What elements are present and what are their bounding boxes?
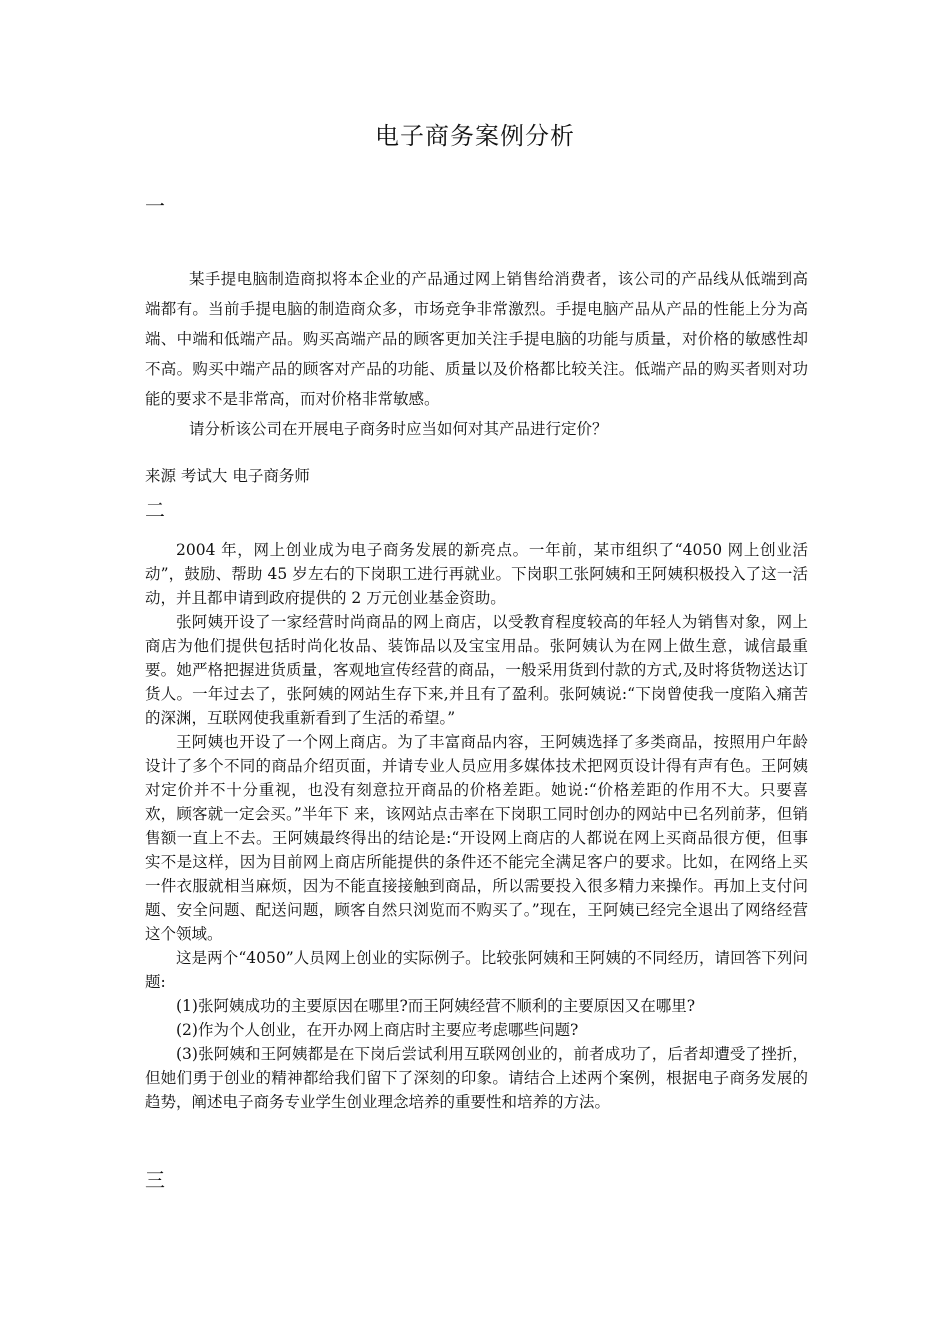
section-2-paragraph-3: 王阿姨也开设了一个网上商店。为了丰富商品内容，王阿姨选择了多类商品，按照用户年龄设计了多个不同的商品介绍页面，并请专业人员应用多媒体技术把网页设计得有声有色。王阿姨对定价并不十分重视，也没有刻意拉开商品的价格差距。她说:“价格差距的作用不大。只要喜欢，顾客就一定会买。”半年下 来，该网站点击率在下岗职工同时创办的网站中已名列前茅，但销售额一直上不去。王阿姨最终得出的结论是:“开设网上商店的人都说在网上买商品很方便，但事 实不是这样，因为目前网上商店所能提供的条件还不能完全满足客户的要求。比如，在网络上买一件衣服就相当麻烦，因为不能直接接触到商品，所以需要投入很多精力来操作。再加上支付问题、安全问题、配送问题，顾客自然只浏览而不购买了。”现在，王阿姨已经完全退出了网络经营这个领域。 <box>145 733 808 943</box>
section-1-body <box>145 264 808 444</box>
source-line: 来源 考试大 电子商务师 <box>145 467 310 485</box>
question-1: (1)张阿姨成功的主要原因在哪里?而王阿姨经营不顺利的主要原因又在哪里? <box>176 997 696 1015</box>
section-marker-3: 三 <box>145 1168 165 1192</box>
section-2-paragraph-4: 这是两个“4050”人员网上创业的实际例子。比较张阿姨和王阿姨的不同经历，请回答下列问题: <box>145 949 808 991</box>
section-1-paragraph-1: 某手提电脑制造商拟将本企业的产品通过网上销售给消费者，该公司的产品线从低端到高端都有。当前手提电脑的制造商众多，市场竞争非常激烈。手提电脑产品从产品的性能上分为高端、中端和低端产品。购买高端产品的顾客更加关注手提电脑的功能与质量，对价格的敏感性却不高。购买中端产品的顾客对产品的功能、质量以及价格都比较关注。低端产品的购买者则对功能的要求不是非常高，而对价格非常敏感。 <box>145 270 808 408</box>
question-2: (2)作为个人创业，在开办网上商店时主要应考虑哪些问题? <box>176 1021 579 1039</box>
document-title: 电子商务案例分析 <box>375 122 575 150</box>
section-marker-2: 二 <box>145 498 165 522</box>
section-1-paragraph-2: 请分析该公司在开展电子商务时应当如何对其产品进行定价？ <box>189 420 608 438</box>
question-3: (3)张阿姨和王阿姨都是在下岗后尝试利用互联网创业的，前者成功了，后者却遭受了挫折，但她们勇于创业的精神都给我们留下了深刻的印象。请结合上述两个案例，根据电子商务发展的趋势，阐述电子商务专业学生创业理念培养的重要性和培养的方法。 <box>145 1045 808 1111</box>
section-2-paragraph-1: 2004 年，网上创业成为电子商务发展的新亮点。一年前，某市组织了“4050 网上创业活动”，鼓励、帮助 45 岁左右的下岗职工进行再就业。下岗职工张阿姨和王阿姨积极投入了这一活动，并且都申请到政府提供的 2 万元创业基金资助。 <box>145 541 808 607</box>
section-2-body <box>145 538 808 1114</box>
section-2-paragraph-2: 张阿姨开设了一家经营时尚商品的网上商店，以受教育程度较高的年轻人为销售对象，网上商店为他们提供包括时尚化妆品、装饰品以及宝宝用品。张阿姨认为在网上做生意，诚信最重要。她严格把握进货质量，客观地宣传经营的商品，一般采用货到付款的方式,及时将货物送达订货人。一年过去了，张阿姨的网站生存下来,并且有了盈利。张阿姨说:“下岗曾使我一度陷入痛苦的深渊，互联网使我重新看到了生活的希望。” <box>145 613 808 727</box>
section-marker-1: 一 <box>145 194 165 218</box>
